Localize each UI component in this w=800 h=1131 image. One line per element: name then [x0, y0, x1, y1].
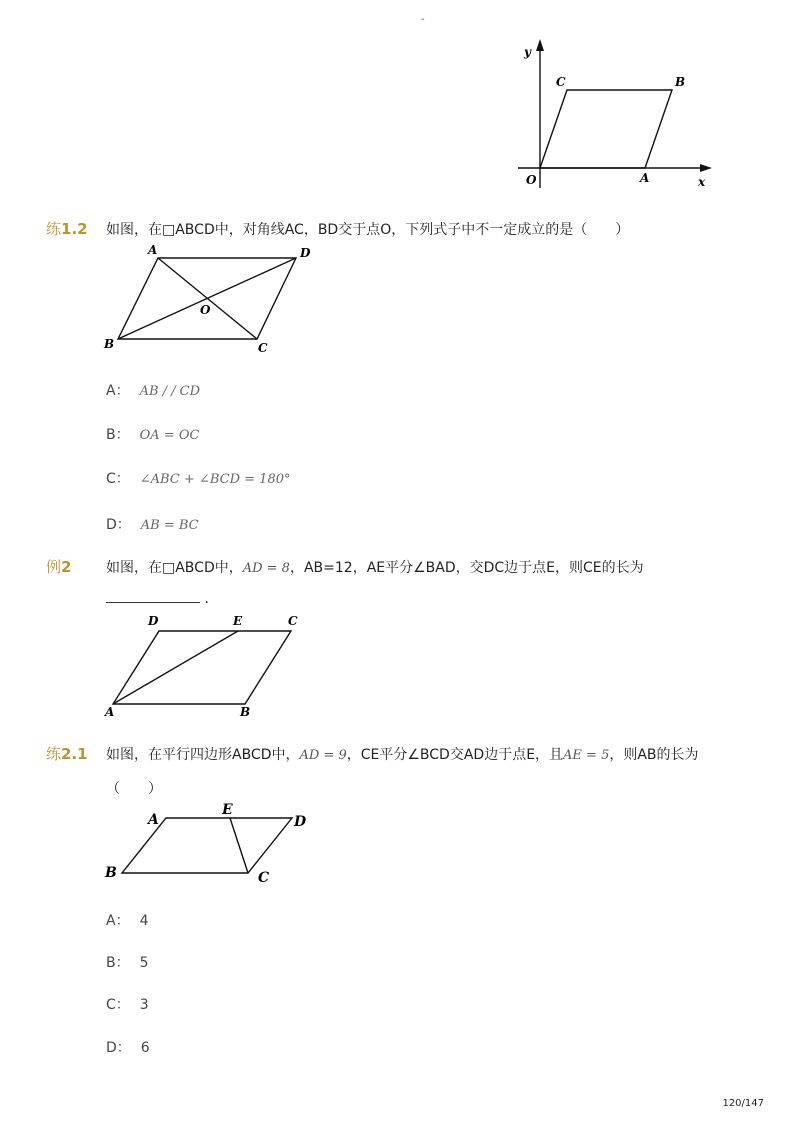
option-value: 5: [139, 955, 149, 971]
question-text-2: 如图，在□ABCD中，AD = 8，AB=12，AE平分∠BAD，交DC边于点E，则CE的长为: [106, 560, 644, 576]
option-a-2-1[interactable]: [106, 910, 149, 930]
label-a: A: [148, 812, 159, 828]
option-c-2-1[interactable]: [106, 994, 149, 1014]
option-key: B：: [106, 955, 130, 971]
option-key: D：: [106, 517, 131, 533]
bisector-ae: [113, 631, 238, 704]
option-d-2-1[interactable]: [106, 1037, 150, 1057]
bisector-ce: [230, 818, 248, 873]
label-d: D: [300, 246, 311, 260]
label-o: O: [200, 303, 211, 317]
option-value: AB / / CD: [139, 384, 201, 399]
label-a: A: [105, 705, 115, 719]
question-text-2-1: 如图，在平行四边形ABCD中，AD = 9，CE平分∠BCD交AD边于点E，且AE = 5，则AB的长为: [106, 747, 699, 763]
label-d: D: [148, 614, 159, 628]
question-label-1-2: 练1.2: [46, 220, 88, 238]
header-mark: -: [421, 14, 425, 25]
question-label-2-1: 练2.1: [46, 745, 88, 763]
label-x: x: [698, 175, 706, 189]
option-value: 6: [140, 1040, 150, 1056]
parallelogram-bisector-figure: [100, 610, 320, 722]
label-a: A: [148, 244, 158, 257]
option-value: 4: [139, 913, 149, 929]
label-b: B: [675, 75, 686, 89]
label-b: B: [240, 705, 251, 719]
option-b-2-1[interactable]: [106, 952, 149, 972]
label-o: O: [526, 173, 537, 187]
parallelogram-ce-bisector-figure: [100, 798, 320, 888]
label-c: C: [288, 614, 298, 628]
label-b: B: [104, 337, 115, 351]
answer-blank-2[interactable]: .: [106, 590, 209, 607]
parallelogram-ocba: [540, 90, 672, 168]
label-e: E: [233, 614, 243, 628]
page-number: 120/147: [722, 1098, 764, 1109]
option-value: OA = OC: [139, 428, 200, 443]
y-axis-arrow: [536, 39, 544, 51]
option-d-1-2[interactable]: [106, 514, 199, 534]
label-a: A: [640, 171, 650, 185]
label-b: B: [105, 865, 117, 881]
option-c-1-2[interactable]: [106, 468, 291, 488]
diagonal-bd: [118, 258, 296, 339]
label-e: E: [222, 802, 233, 818]
option-key: D：: [106, 1040, 131, 1056]
x-axis-arrow: [700, 164, 712, 172]
label-y: y: [524, 45, 531, 59]
parallelogram-diagonals-figure: [100, 244, 320, 356]
blank-line[interactable]: [106, 590, 200, 603]
coordinate-parallelogram-figure: [500, 38, 730, 193]
label-c: C: [258, 870, 270, 886]
option-a-1-2[interactable]: [106, 380, 200, 400]
option-value: ∠ABC + ∠BCD = 180°: [139, 472, 291, 487]
label-c: C: [258, 341, 268, 355]
option-key: C：: [106, 997, 130, 1013]
option-b-1-2[interactable]: [106, 424, 199, 444]
option-key: A：: [106, 913, 130, 929]
option-value: AB = BC: [140, 518, 199, 533]
option-key: C：: [106, 471, 130, 487]
label-c: C: [556, 75, 566, 89]
label-d: D: [294, 814, 307, 830]
option-key: A：: [106, 383, 130, 399]
answer-paren-2-1: （ ）: [106, 781, 162, 797]
option-value: 3: [139, 997, 149, 1013]
option-key: B：: [106, 427, 130, 443]
question-label-2: 例2: [46, 558, 72, 576]
question-text-1-2: 如图，在□ABCD中，对角线AC，BD交于点O，下列式子中不一定成立的是（ ）: [106, 222, 630, 238]
parallelogram-abcd: [113, 631, 291, 704]
